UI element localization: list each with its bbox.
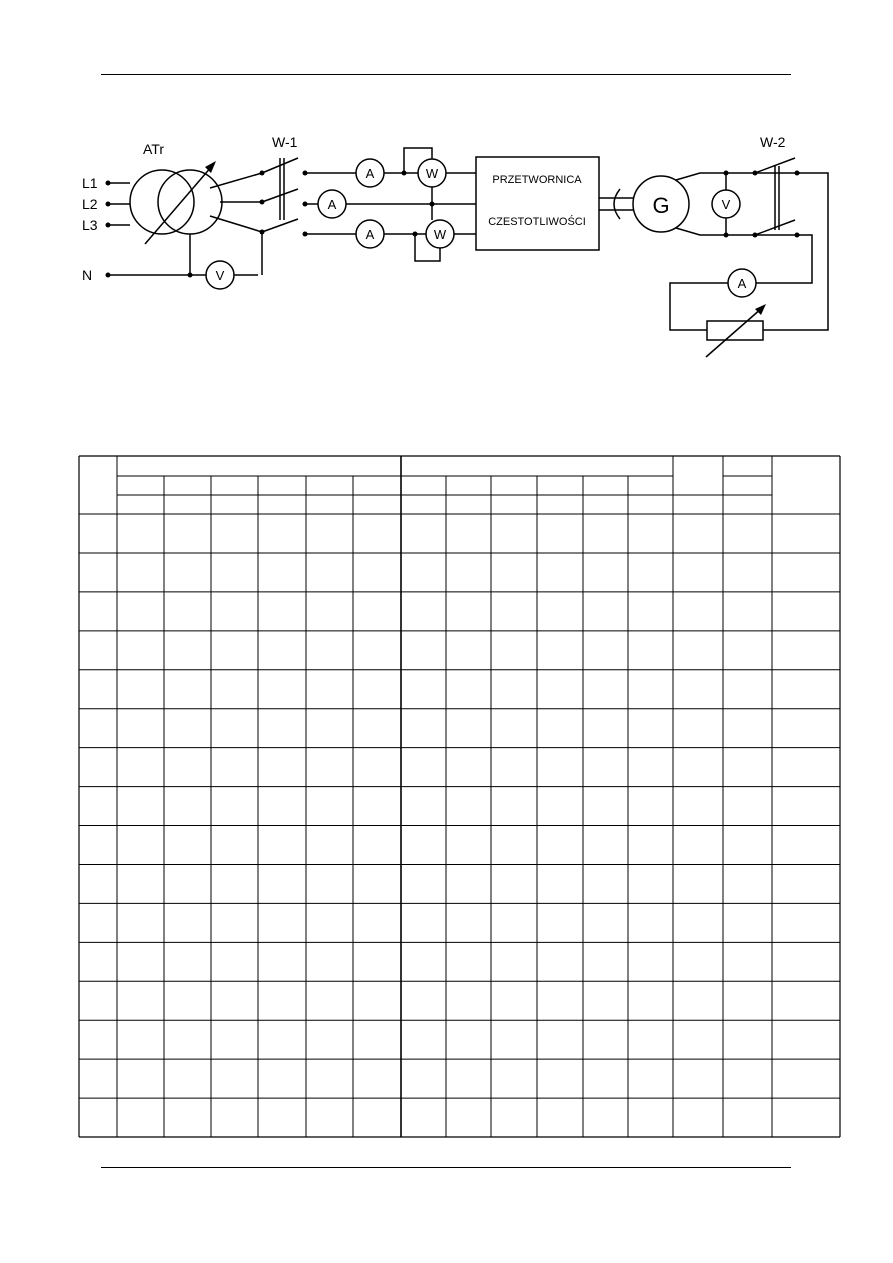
page-footer-rule [101,1167,791,1168]
switch-w1-label: W-1 [272,134,298,150]
voltmeter-generator-symbol: V [721,197,731,212]
phase-l1-label: L1 [82,175,98,191]
phase-l3-label: L3 [82,217,98,233]
neutral-label: N [82,267,93,283]
converter-label-line-2: CZESTOTLIWOŚCI [488,216,586,228]
ammeter-load-symbol: A [737,276,747,291]
switch-w2-label: W-2 [760,134,786,150]
ammeter-phase-1-symbol: A [365,166,375,181]
phase-l2-label: L2 [82,196,98,212]
autotransformer-label: ATr [143,141,164,157]
ammeter-phase-3-symbol: A [365,227,375,242]
wattmeter-2-symbol: W [433,227,447,242]
converter-label-line-1: PRZETWORNICA [492,174,582,186]
voltmeter-neutral-symbol: V [215,268,225,283]
ammeter-phase-2-symbol: A [327,197,337,212]
generator-symbol: G [652,193,670,218]
wattmeter-1-symbol: W [425,166,439,181]
